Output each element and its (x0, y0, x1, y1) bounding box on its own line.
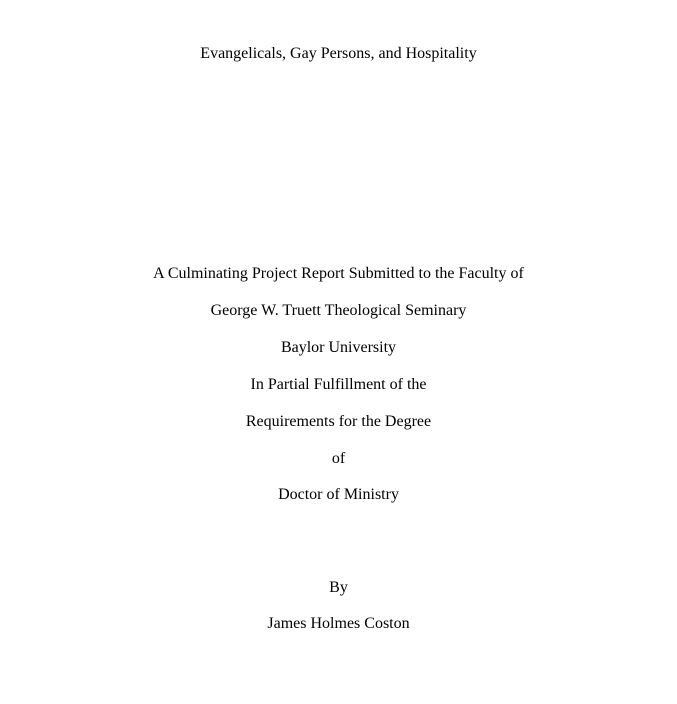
submission-line: Requirements for the Degree (245, 413, 432, 430)
document-title: Evangelicals, Gay Persons, and Hospitality (200, 45, 477, 62)
author-name: James Holmes Coston (267, 615, 410, 632)
degree-name: Doctor of Ministry (278, 486, 399, 503)
submission-line: George W. Truett Theological Seminary (210, 302, 467, 319)
submission-line: Baylor University (280, 339, 397, 356)
submission-line: A Culminating Project Report Submitted to the Faculty of (153, 265, 524, 282)
submission-line: of (331, 450, 346, 467)
submission-line: In Partial Fulfillment of the (250, 376, 427, 393)
by-label: By (329, 579, 348, 596)
